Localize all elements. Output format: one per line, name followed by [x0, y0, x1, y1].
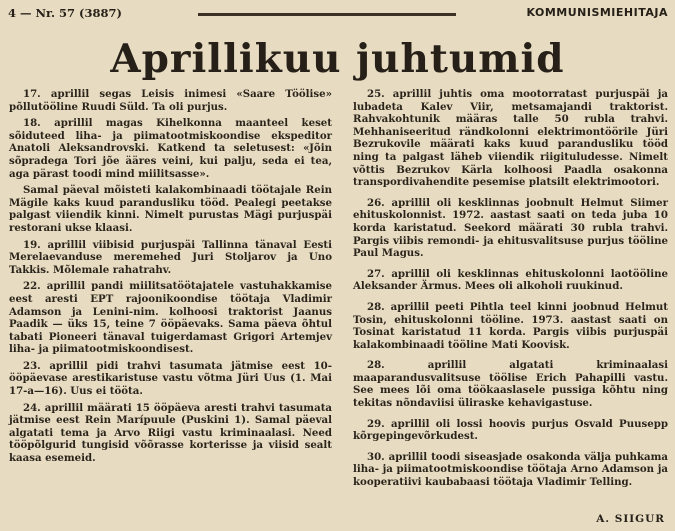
- article-paragraph: 30. aprillil toodi siseasjade osakonda välja puhkama liha- ja piimatootmiskoondise töötaja Arno Adamson ja kooperatiivi kaubabaasi töötaja Vladimir Telling.: [353, 450, 668, 489]
- author-signature: A. SIIGUR: [596, 513, 665, 525]
- article-paragraph: 29. aprillil oli lossi hoovis purjus Osvald Puusepp kõrgepingevõrkudest.: [353, 417, 668, 443]
- article-paragraph: Samal päeval mõisteti kalakombinaadi töötajale Rein Mägile kaks kuud parandusliku tööd. Pealegi peetakse palgast viiendik kinni. Nimelt purustas Mägi purjuspäi restorani ukse klaasi.: [9, 184, 332, 234]
- issue-info: 4 — Nr. 57 (3887): [8, 6, 122, 20]
- article-paragraph: 28. aprillil peeti Pihtla teel kinni joobnud Helmut Tosin, ehituskolonni tööline. 1973. aastast saati on Tosinat karistatud 11 korda. Pargis viibis purjuspäi kalakombinaadi tööline Mati Koovisk.: [353, 300, 668, 351]
- article-title: Aprillikuu juhtumid: [110, 36, 565, 82]
- article-paragraph: 27. aprillil oli kesklinnas ehituskolonni laotööline Aleksander Ärmus. Mees oli alkoholi ruukinud.: [353, 267, 668, 293]
- article-paragraph: 24. aprillil määrati 15 ööpäeva aresti trahvi tasumata jätmise eest Rein Marípuule (Puskini 1). Samal päeval algatati tema ja Arvo Riigi vastu kriminaalasi. Need tööpõlgurid tungisid võõrasse korterisse ja viisid sealt kaasa esemeid.: [9, 401, 332, 465]
- article-paragraph: 23. aprillil pidi trahvi tasumata jätmise eest 10-ööpäevase arestikaristuse vastu võtma Jüri Uus (1. Mai 17-a—16). Uus ei tööta.: [9, 359, 332, 398]
- page-header: [8, 6, 668, 22]
- article-paragraph: 17. aprillil segas Leisis inimesi «Saare Töölise» põllutööline Ruudi Süld. Ta oli purjus.: [9, 88, 332, 113]
- article-paragraph: 25. aprillil juhtis oma mootorratast purjuspäi ja lubadeta Kalev Viir, metsamajandi traktorist. Rahvakohtunik määras talle 50 rubla trahvi. Mehhaniseeritud rändkolonni elektrimontöörile Jüri Bezrukovile määrati kaks kuud parandusliku tööd ning ta palgast läheb viiendik riigituludesse. Nimelt võttis Bezrukov Kärla kolhoosi Paadla osakonna transpordivahendite pesemise platsilt elektrimootori.: [353, 88, 668, 189]
- article-paragraph: 26. aprillil oli kesklinnas joobnult Helmut Siimer ehituskolonnist. 1972. aastast saati on teda juba 10 korda karistatud. Seekord määrati 30 rubla trahvi. Pargis viibis remondi- ja ehitusvalitsuse purjus tööline Paul Magus.: [353, 196, 668, 260]
- article-paragraph: 22. aprillil pandi miilitsatöötajatele vastuhakkamise eest aresti EPT rajoonikoondise töötaja Vladimir Adamson ja Lenini-nim. kolhoosi traktorist Jaanus Paadik — üks 15, teine 7 ööpäevaks. Sama päeva õhtul tabati Pioneeri tänaval tuigerdamast Grigori Artemjev liha- ja piimatootmiskoondisest.: [9, 280, 332, 356]
- article-paragraph: 19. aprillil viibisid purjuspäi Tallinna tänaval Eesti Merelaevanduse meremehed Juri Stoljarov ja Uno Takkis. Mõlemale rahatrahv.: [9, 238, 332, 276]
- newspaper-name: KOMMUNISMIEHITAJA: [526, 6, 668, 19]
- article-paragraph: 18. aprillil magas Kihelkonna maanteel keset sõiduteed liha- ja piimatootmiskoondise ekspeditor Anatoli Aleksandrovski. Katkend ta seletusest: «Jõin sõpradega Tori jõe ääres veini, kui palju, seda ei tea, aga pärast toodi mind miilitsasse».: [9, 117, 332, 180]
- article-paragraph: 28. aprillil algatati kriminaalasi maaparandusvalitsuse töölise Erich Pahapilli vastu. See mees lõi oma töökaaslasele pussiga kõhtu ning tekitas nõndaviisi üliraske kehavigastuse.: [353, 359, 668, 410]
- left-column: [9, 88, 332, 469]
- header-rule: [198, 13, 456, 16]
- right-column: [353, 88, 668, 497]
